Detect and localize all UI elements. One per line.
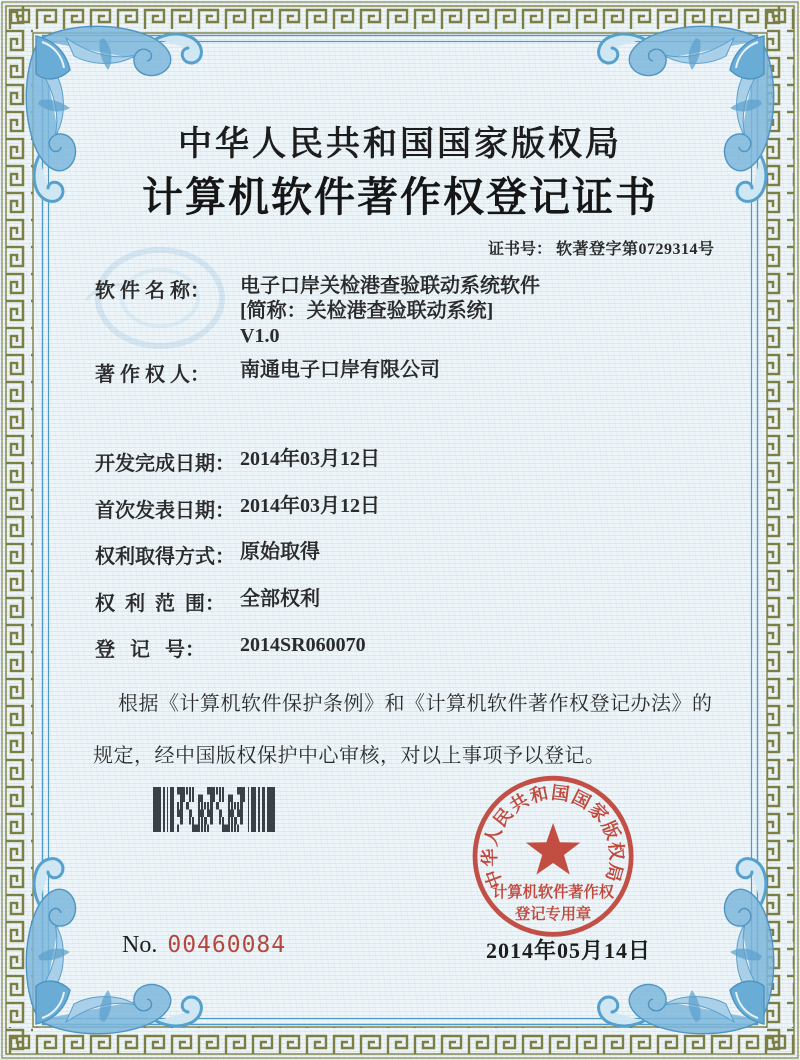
certificate-number-value: 软著登字第0729314号 — [556, 241, 715, 258]
field-label: 首次发表日期： — [95, 500, 235, 522]
serial-prefix: No. — [122, 932, 158, 958]
seal-arc-text: 中华人民共和国国家版权局 — [479, 782, 627, 891]
seal-line-1: 计算机软件著作权 — [492, 884, 614, 902]
field-label: 开发完成日期： — [95, 453, 235, 475]
official-seal — [455, 762, 655, 962]
field-value: 南通电子口岸有限公司 — [240, 359, 440, 381]
statement-line-1: 根据《计算机软件保护条例》和《计算机软件著作权登记办法》的 — [118, 693, 713, 715]
seal-line-2: 登记专用章 — [515, 906, 592, 924]
software-name: 电子口岸关检港查验联动系统软件 — [240, 275, 540, 297]
field-label: 权 利 范 围： — [95, 593, 225, 615]
software-short-name: [简称：关检港查验联动系统] — [240, 300, 494, 322]
field-value: 2014年03月12日 — [240, 448, 380, 470]
field-value: 2014SR060070 — [240, 634, 366, 656]
field-value: 原始取得 — [240, 541, 320, 563]
issuing-authority: 中华人民共和国国家版权局 — [178, 126, 622, 163]
software-version: V1.0 — [240, 325, 280, 347]
certificate-number-label: 证书号： — [488, 241, 553, 258]
pdf417-barcode-icon — [153, 787, 275, 833]
serial-number-line — [122, 932, 286, 959]
statement-line-2: 规定，经中国版权保护中心审核，对以上事项予以登记。 — [93, 745, 606, 767]
serial-number: 00460084 — [167, 932, 287, 958]
certificate-number-line — [488, 236, 715, 259]
field-value — [240, 274, 720, 349]
field-label: 登 记 号： — [95, 639, 205, 661]
issue-date: 2014年05月14日 — [486, 938, 652, 963]
red-star-icon — [526, 823, 580, 875]
field-value: 全部权利 — [240, 588, 320, 610]
field-value: 2014年03月12日 — [240, 495, 380, 517]
field-label: 权利取得方式： — [95, 546, 235, 568]
field-label: 软 件 名 称： — [95, 280, 210, 302]
certificate-title: 计算机软件著作权登记证书 — [142, 174, 658, 220]
field-label: 著 作 权 人： — [95, 364, 210, 386]
